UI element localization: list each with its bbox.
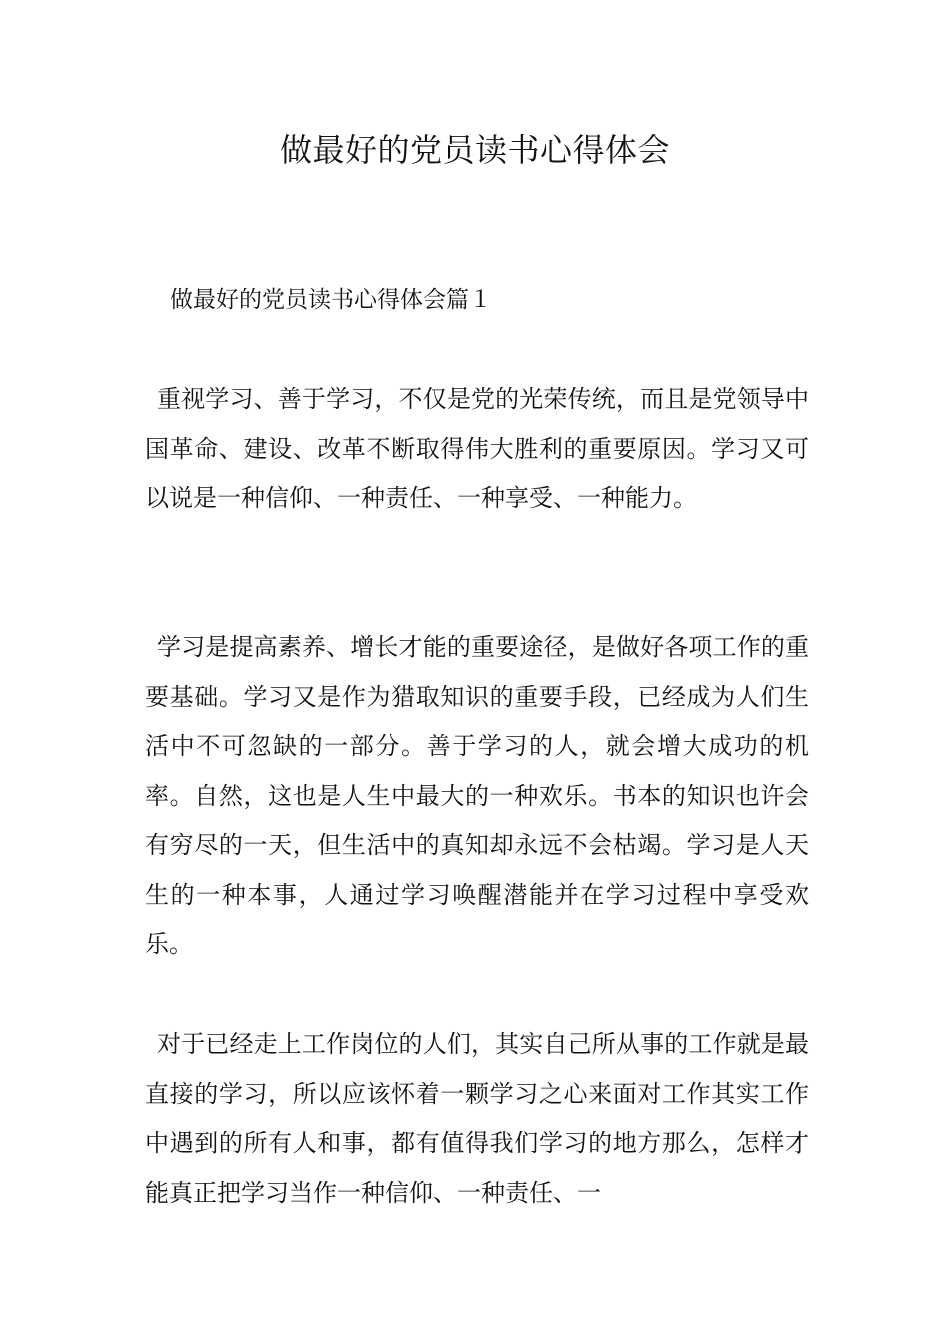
document-title: 做最好的党员读书心得体会 — [279, 131, 670, 169]
paragraph-3: 对于已经走上工作岗位的人们，其实自己所从事的工作就是最直接的学习，所以应该怀着一颗学习之心来面对工作其实工作中遇到的所有人和事，都有值得我们学习的地方那么，怎样才能真正把学习当作一种信仰、一种责任、一 — [145, 1030, 809, 1207]
paragraph-1: 重视学习、善于学习，不仅是党的光荣传统，而且是党领导中国革命、建设、改革不断取得伟大胜利的重要原因。学习又可以说是一种信仰、一种责任、一种享受、一种能力。 — [145, 385, 809, 512]
section-heading: 做最好的党员读书心得体会篇１ — [170, 287, 492, 313]
paragraph-2: 学习是提高素养、增长才能的重要途径，是做好各项工作的重要基础。学习又是作为猎取知识的重要手段，已经成为人们生活中不可忽缺的一部分。善于学习的人，就会增大成功的机率。自然，这也是人生中最大的一种欢乐。书本的知识也许会有穷尽的一天，但生活中的真知却永远不会枯竭。学习是人天生的一种本事，人通过学习唤醒潜能并在学习过程中享受欢乐。 — [145, 633, 809, 958]
